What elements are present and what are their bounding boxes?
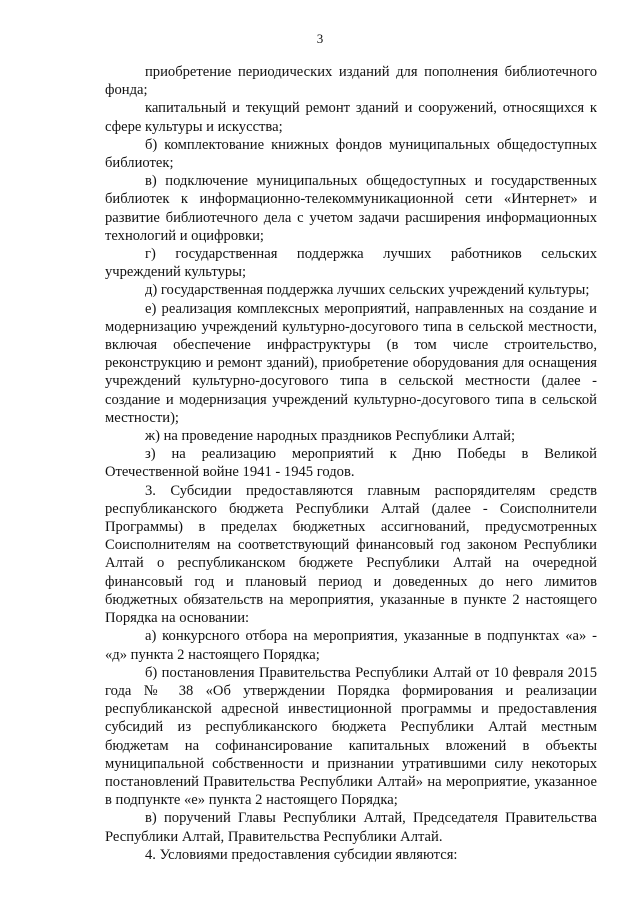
page-number: 3 <box>316 31 324 46</box>
paragraph: капитальный и текущий ремонт зданий и сооружений, относящихся к сфере культуры и искусства; <box>105 100 597 135</box>
paragraph: в) поручений Главы Республики Алтай, Председателя Правительства Республики Алтай, Правительства Республики Алтай. <box>105 810 597 845</box>
paragraph: приобретение периодических изданий для пополнения библиотечного фонда; <box>105 64 597 99</box>
paragraph: г) государственная поддержка лучших работников сельских учреждений культуры; <box>105 246 597 281</box>
paragraph: 4. Условиями предоставления субсидии являются: <box>145 846 458 863</box>
document-body <box>105 63 597 864</box>
paragraph: 3. Субсидии предоставляются главным распорядителям средств республиканского бюджета Республики Алтай (далее - Соисполнители Программы) в пределах бюджетных ассигнований, предусмотренных Соисполнителям на соответствующий финансовый год законом Республики Алтай о республиканском бюджете Республики Алтай на очередной финансовый год и плановый период и доведенных до него лимитов бюджетных обязательств на мероприятия, указанные в пункте 2 настоящего Порядка на основании: <box>105 482 597 627</box>
paragraph: ж) на проведение народных праздников Республики Алтай; <box>145 428 516 445</box>
paragraph: б) постановления Правительства Республики Алтай от 10 февраля 2015 года № 38 «Об утверждении Порядка формирования и реализации республиканской адресной инвестиционной программы и предоставления субсидий из республиканского бюджета Республики Алтай местным бюджетам на софинансирование капитальных вложений в объекты муниципальной собственности и признании утратившими силу некоторых постановлений Правительства Республики Алтай» на мероприятие, указанное в подпункте «е» пункта 2 настоящего Порядка; <box>105 664 597 809</box>
paragraph: в) подключение муниципальных общедоступных и государственных библиотек к информационно-телекоммуникационной сети «Интернет» и развитие библиотечного дела с учетом задачи расширения информационных технологий и оцифровки; <box>105 173 597 244</box>
paragraph: з) на реализацию мероприятий к Дню Победы в Великой Отечественной войне 1941 - 1945 годов. <box>105 446 597 481</box>
paragraph: а) конкурсного отбора на мероприятия, указанные в подпунктах «а» - «д» пункта 2 настоящего Порядка; <box>105 628 597 663</box>
paragraph: е) реализация комплексных мероприятий, направленных на создание и модернизацию учреждений культурно-досугового типа в сельской местности, включая обеспечение инфраструктуры (в том числе строительство, реконструкцию и ремонт зданий), приобретение оборудования для оснащения учреждений культурно-досугового типа в сельской местности (далее - создание и модернизация учреждений культурно-досугового типа в сельской местности); <box>105 300 597 426</box>
paragraph: д) государственная поддержка лучших сельских учреждений культуры; <box>145 282 590 299</box>
paragraph: б) комплектование книжных фондов муниципальных общедоступных библиотек; <box>105 136 597 172</box>
